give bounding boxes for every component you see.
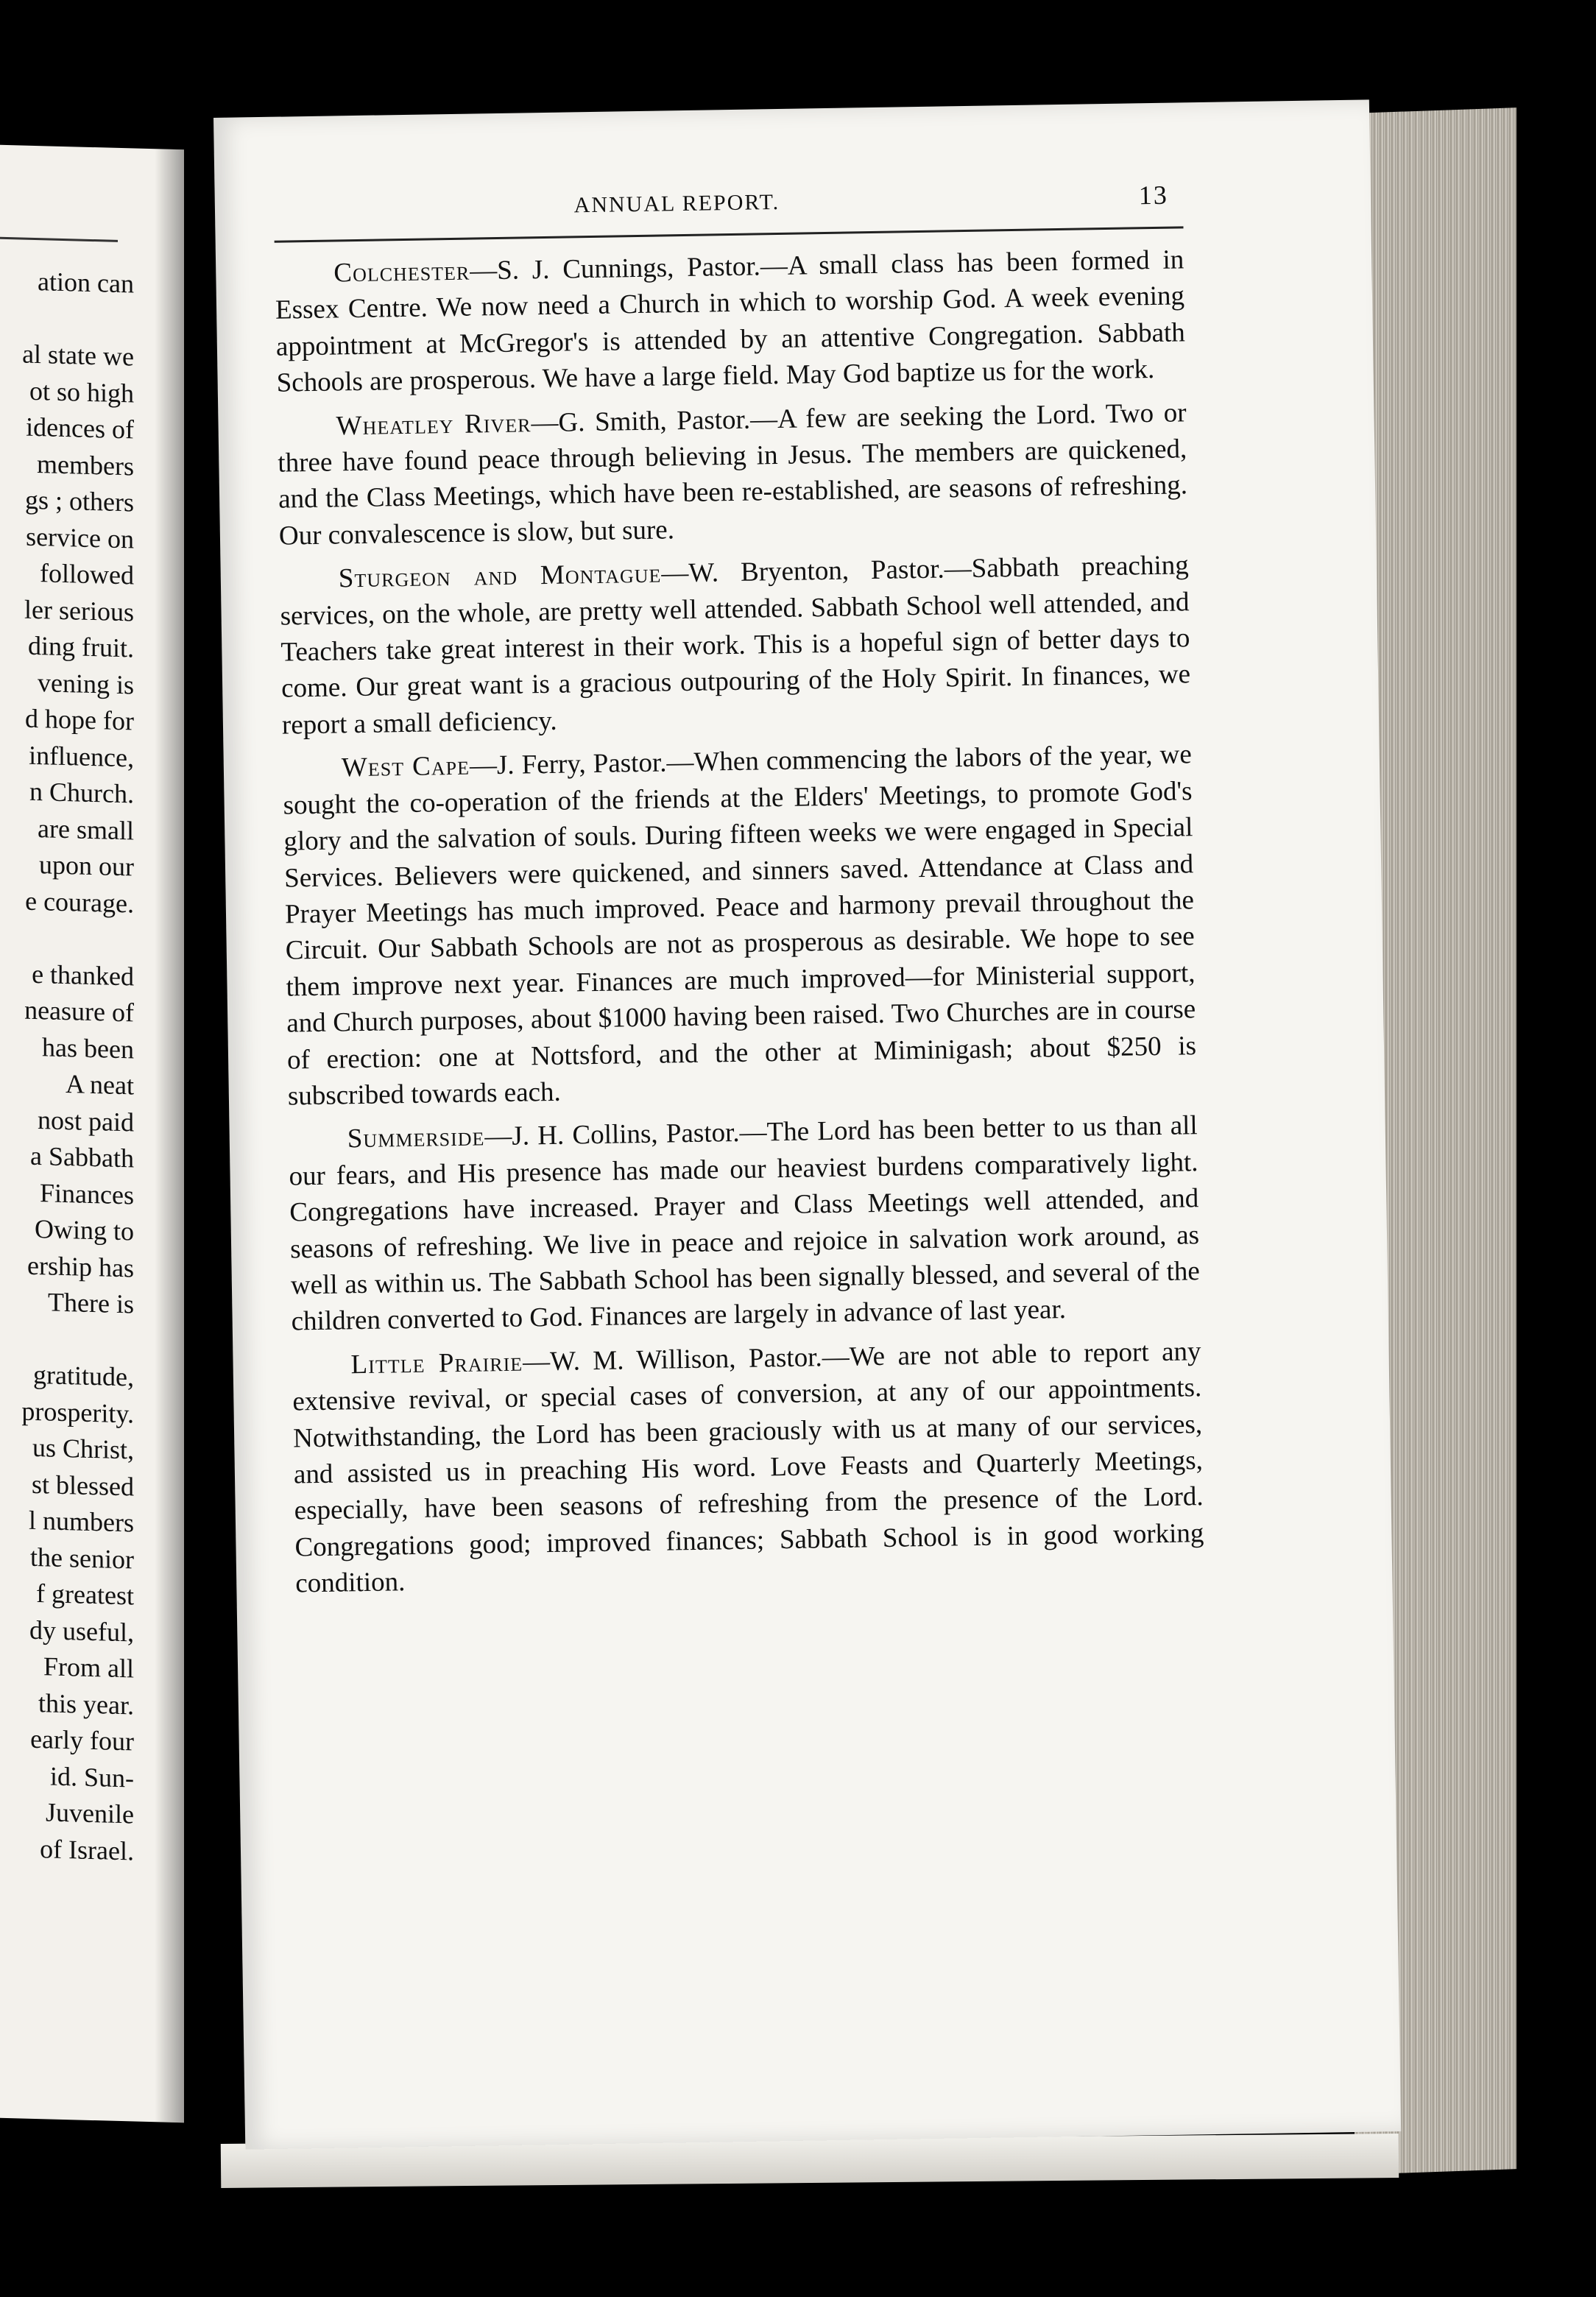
left-line: dy useful, — [29, 1615, 134, 1647]
left-line — [21, 919, 134, 958]
left-line: gratitude, — [33, 1359, 134, 1392]
left-line: service on — [26, 521, 134, 554]
left-line — [21, 300, 134, 339]
header-title: ANNUAL REPORT. — [573, 189, 780, 218]
left-line: this year. — [38, 1687, 134, 1720]
entry-summerside — [288, 1108, 1201, 1341]
entry-text: —G. Smith, Pastor.—A few are seeking the Lord. Two or three have found peace through believing in Jesus. The members are quickened, and the Class Meetings, which have been re-established, are seasons of refreshing. Our convalescence is slow, but sure. — [278, 397, 1188, 551]
left-line: us Christ, — [32, 1432, 134, 1465]
left-line: of Israel. — [40, 1833, 134, 1866]
left-line: id. Sun- — [49, 1761, 134, 1793]
left-line: Owing to — [35, 1213, 134, 1246]
left-line: st blessed — [32, 1469, 134, 1501]
left-line: ler serious — [24, 594, 134, 627]
left-line — [21, 1320, 134, 1359]
entry-heading: West Cape — [341, 750, 470, 783]
left-line: upon our — [39, 850, 134, 882]
left-line: early four — [30, 1723, 134, 1757]
left-line: members — [37, 448, 134, 481]
left-line: the senior — [30, 1542, 134, 1574]
left-line: influence, — [29, 740, 134, 772]
entry-little-prairie — [292, 1333, 1204, 1602]
left-line: f greatest — [36, 1578, 134, 1611]
left-line: are small — [38, 813, 134, 845]
left-line: neasure of — [24, 995, 134, 1028]
entry-wheatley-river — [277, 395, 1188, 554]
left-line: followed — [40, 558, 134, 590]
entry-text: —S. J. Cunnings, Pastor.—A small class has been formed in Essex Centre. We now need a Church in which to worship God. A week evening appointment at McGregor's is attended by an attentive Congregation. Sabbath Schools are prosperous. We have a large field. May God baptize us for the work. — [275, 244, 1186, 398]
entry-heading: Colchester — [333, 255, 470, 289]
left-page-rule — [0, 237, 118, 242]
left-line: prosperity. — [21, 1395, 134, 1428]
entry-heading: Wheatley River — [336, 407, 532, 442]
running-header — [274, 176, 1184, 234]
left-line: ot so high — [29, 375, 134, 408]
entry-text: —J. Ferry, Pastor.—When commencing the labors of the year, we sought the co-operation of the friends at the Elders' Meetings, to promote God's glory and the salvation of souls. During fifteen weeks we were engaged in Special Services. Believers were quickened, and sinners saved. Attendance at Class and Prayer Meetings has much improved. Peace and harmony prevail throughout the Circuit. Our Sabbath Schools are not as prosperous as desirable. We hope to see them improve next year. Finances are much improved—for Ministerial support, and Church purposes, about $1000 having been raised. Two Churches are in course of erection: one at Nottsford, and the other at Miminigash; about $250 is subscribed towards each. — [283, 739, 1197, 1112]
left-line: a Sabbath — [30, 1140, 134, 1174]
left-line: d hope for — [25, 703, 134, 736]
left-page — [0, 145, 184, 2123]
page-number: 13 — [1138, 180, 1169, 211]
left-line: ership has — [27, 1250, 134, 1282]
book-gutter — [155, 149, 184, 2123]
entry-text: —J. H. Collins, Pastor.—The Lord has been better to us than all our fears, and His presence has made our heaviest burdens comparatively light. Congregations have increased. Prayer and Class Meetings well attended, and seasons of refreshing. We live in peace and rejoice in salvation work around, as well as within us. The Sabbath School has been signally blessed, and several of the children converted to God. Finances are largely in advance of last year. — [289, 1110, 1201, 1337]
left-line: ation can — [38, 267, 134, 299]
left-line: e thanked — [32, 959, 134, 991]
right-page — [213, 99, 1401, 2149]
entry-heading: Little Prairie — [350, 1347, 523, 1380]
left-line: A neat — [66, 1069, 134, 1101]
left-line: ding fruit. — [28, 630, 134, 663]
left-line: idences of — [26, 412, 134, 445]
entry-heading: Sturgeon and Montague — [338, 558, 662, 594]
left-line: has been — [42, 1031, 134, 1064]
left-line: vening is — [38, 667, 134, 699]
entry-text: —W. M. Willison, Pastor.—We are not able to report any extensive revival, or special cases of conversion, at any of our appointments. Notwithstanding, the Lord has been graciously with us at many of our services, and assisted us in preaching His word. Love Feasts and Quarterly Meetings, especially, have been seasons of refreshing from the presence of the Lord. Congregations good; improved finances; Sabbath School is in good working condition. — [292, 1335, 1204, 1599]
entry-text: —W. Bryenton, Pastor.—Sabbath preaching services, on the whole, are pretty well attended. Sabbath School well attended, and Teachers take great interest in their work. This is a hopeful sign of better days to come. Our great want is a gracious outpouring of the Holy Spirit. In finances, we report a small deficiency. — [280, 550, 1191, 741]
left-line: l numbers — [29, 1505, 134, 1538]
left-line: Juvenile — [46, 1797, 134, 1830]
entry-west-cape — [283, 737, 1198, 1115]
page-content — [274, 176, 1205, 1609]
report-body — [275, 241, 1205, 1602]
left-line: e courage. — [25, 886, 134, 918]
entry-heading: Summerside — [347, 1121, 485, 1154]
entry-sturgeon-montague — [279, 548, 1191, 744]
left-line: There is — [48, 1287, 134, 1319]
left-line: nost paid — [38, 1104, 134, 1137]
left-line: From all — [43, 1651, 134, 1684]
left-line: al state we — [22, 339, 134, 372]
left-line: Finances — [40, 1177, 134, 1210]
entry-colchester — [275, 241, 1186, 401]
left-line: gs ; others — [25, 484, 134, 518]
left-line: n Church. — [29, 776, 134, 809]
left-page-text — [21, 263, 134, 1869]
